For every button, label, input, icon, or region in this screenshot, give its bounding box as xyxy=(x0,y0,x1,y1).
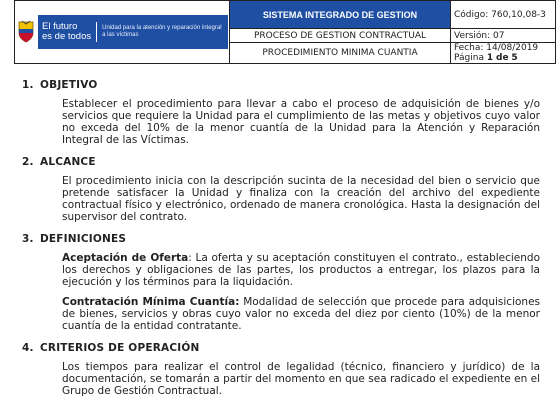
section-heading: 2. ALCANCE xyxy=(22,156,96,168)
process-name: PROCESO DE GESTION CONTRACTUAL xyxy=(230,29,451,43)
document-date: Fecha: 14/08/2019 xyxy=(454,43,539,53)
brand-banner xyxy=(38,15,228,49)
definition-text: Modalidad de selección que procede para adquisiciones de bienes, servicios y obras cuyo valor no exceda del diez por ciento (10%) de la menor cuantía de la entidad contratante. xyxy=(62,296,541,332)
section-heading: 1. OBJETIVO xyxy=(22,79,98,91)
section-alcance xyxy=(22,156,540,223)
section-criterios xyxy=(22,342,540,397)
section-paragraph: Los tiempos para realizar el control de legalidad (técnico, financiero y jurídico) de la documentación, se tomarán a partir del momento en que sea radicado el expediente en el Grupo de Gestión Contractual. xyxy=(62,361,540,397)
document-version: Versión: 07 xyxy=(451,29,556,43)
colombia-coat-of-arms-icon xyxy=(17,20,35,44)
section-paragraph: El procedimiento inicia con la descripción sucinta de la necesidad del bien o servicio que pretende satisfacer la Unidad y finaliza con la creación del archivo del expediente contractual físico y electrónico, ordenado de manera cronológica. Hasta la designación del supervisor del contrato. xyxy=(62,175,540,223)
brand-subtitle: Unidad para la atención y reparación integral a las víctimas xyxy=(102,25,222,38)
section-heading: 4. CRITERIOS DE OPERACIÓN xyxy=(22,342,200,354)
procedure-name: PROCEDIMIENTO MINIMA CUANTIA xyxy=(230,43,451,64)
definition-term: Contratación Mínima Cuantía: xyxy=(62,296,240,308)
section-definiciones xyxy=(22,233,540,332)
page-total: 5 xyxy=(511,53,518,63)
document-code: Código: 760,10,08-3 xyxy=(451,1,556,29)
brand-slogan xyxy=(42,22,97,42)
document-body xyxy=(22,79,540,397)
system-title: SISTEMA INTEGRADO DE GESTION xyxy=(230,1,451,29)
definition-item xyxy=(62,252,540,288)
section-paragraph: Establecer el procedimiento para llevar a cabo el proceso de adquisición de bienes y/o servicios que requiere la Unidad para el cumplimiento de las metas y objetivos cuyo valor no exceda del 10% de la menor cuantía de la Unidad para la Atención y Reparación Integral de las Víctimas. xyxy=(62,98,540,146)
definition-item xyxy=(62,296,540,332)
section-heading: 3. DEFINICIONES xyxy=(22,233,127,245)
page-current: 1 xyxy=(486,53,494,63)
logo-cell xyxy=(15,1,230,64)
date-page-cell xyxy=(451,43,556,64)
brand-line-1: El futuro xyxy=(42,21,78,32)
definition-term: Aceptación de Oferta xyxy=(62,252,189,264)
brand-line-2: es de todos xyxy=(42,31,92,42)
definition-text: : La oferta y su aceptación constituyen el contrato., estableciendo los derechos y obligaciones de las partes, los productos a entregar, los plazos para la ejecución y los términos para la liquidación. xyxy=(62,252,541,288)
document-header-table xyxy=(14,0,556,64)
page-indicator: Página 1 de 5 xyxy=(454,53,518,63)
section-objetivo xyxy=(22,79,540,146)
